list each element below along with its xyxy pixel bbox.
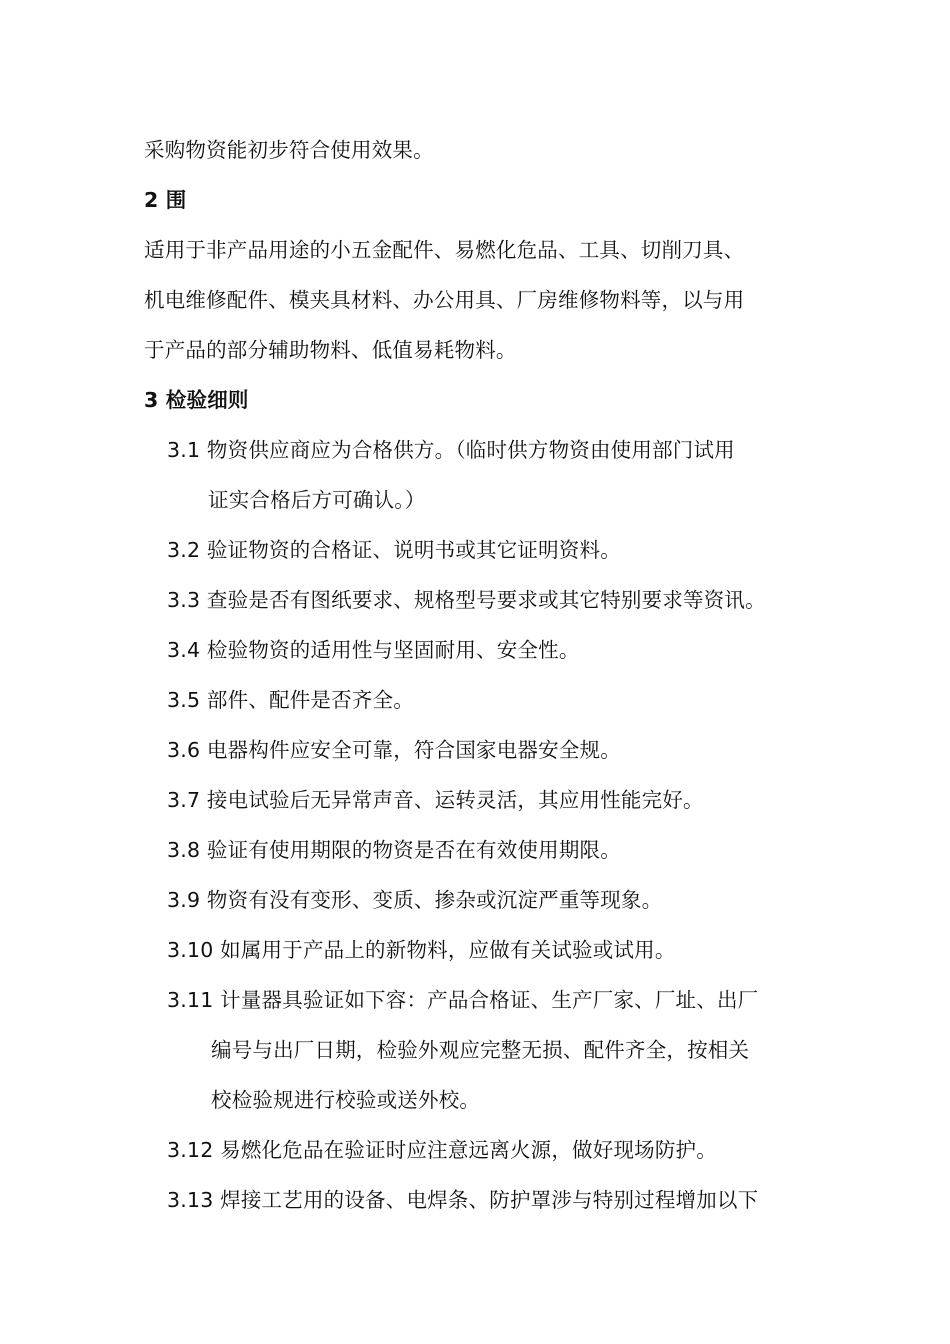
section-2-line: 适用于非产品用途的小五金配件、易燃化危品、工具、切削刀具、 (144, 238, 745, 262)
item-3-1: 3.1 物资供应商应为合格供方。（临时供方物资由使用部门试用 (167, 438, 735, 462)
section-2-line: 于产品的部分辅助物料、低值易耗物料。 (144, 338, 517, 362)
item-3-1-continuation: 证实合格后方可确认。） (208, 488, 426, 512)
item-3-4: 3.4 检验物资的适用性与坚固耐用、安全性。 (167, 638, 580, 662)
item-3-12: 3.12 易燃化危品在验证时应注意远离火源，做好现场防护。 (167, 1138, 717, 1162)
intro-tail-text: 采购物资能初步符合使用效果。 (144, 138, 434, 162)
item-3-9: 3.9 物资有没有变形、变质、掺杂或沉淀严重等现象。 (167, 888, 663, 912)
item-3-2: 3.2 验证物资的合格证、说明书或其它证明资料。 (167, 538, 621, 562)
item-3-3: 3.3 查验是否有图纸要求、规格型号要求或其它特别要求等资讯。 (167, 588, 766, 612)
item-3-11: 3.11 计量器具验证如下容：产品合格证、生产厂家、厂址、出厂 (167, 988, 759, 1012)
item-3-8: 3.8 验证有使用期限的物资是否在有效使用期限。 (167, 838, 621, 862)
item-3-11-continuation: 校检验规进行校验或送外校。 (211, 1088, 481, 1112)
section-2-line: 机电维修配件、模夹具材料、办公用具、厂房维修物料等，以与用 (144, 288, 745, 312)
item-3-6: 3.6 电器构件应安全可靠，符合国家电器安全规。 (167, 738, 621, 762)
item-3-13: 3.13 焊接工艺用的设备、电焊条、防护罩涉与特别过程增加以下 (167, 1188, 759, 1212)
item-3-5: 3.5 部件、配件是否齐全。 (167, 688, 414, 712)
item-3-10: 3.10 如属用于产品上的新物料，应做有关试验或试用。 (167, 938, 676, 962)
item-3-7: 3.7 接电试验后无异常声音、运转灵活，其应用性能完好。 (167, 788, 704, 812)
section-3-heading: 3 检验细则 (144, 388, 249, 412)
item-3-11-continuation: 编号与出厂日期，检验外观应完整无损、配件齐全，按相关 (211, 1038, 750, 1062)
section-2-heading: 2 围 (144, 188, 187, 212)
